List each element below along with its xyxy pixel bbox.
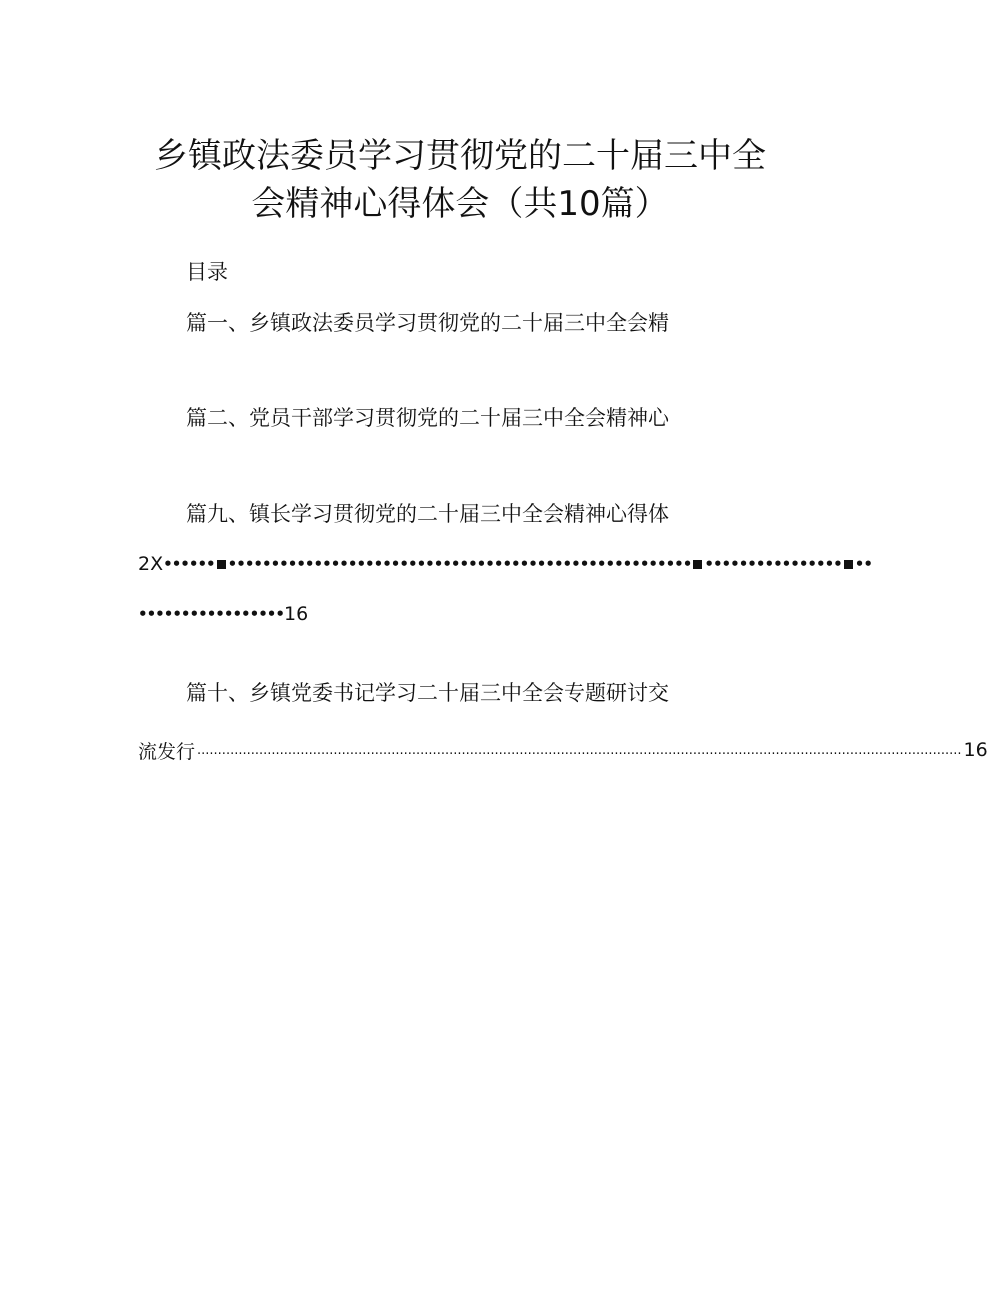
- square-marker-icon: [844, 560, 853, 569]
- toc-entry-9[interactable]: 篇九、镇长学习贯彻党的二十届三中全会精神心得体: [186, 502, 669, 526]
- square-marker-icon: [217, 560, 226, 569]
- toc-entry-10[interactable]: 篇十、乡镇党委书记学习二十届三中全会专题研讨交: [186, 681, 669, 705]
- toc-entry-10-continuation: 流发行: [138, 740, 196, 763]
- toc-entry-1[interactable]: 篇一、乡镇政法委员学习贯彻党的二十届三中全会精: [186, 311, 669, 335]
- toc-entry-2[interactable]: 篇二、党员干部学习贯彻党的二十届三中全会精神心: [186, 406, 669, 430]
- toc-entry-9-leader-row-2: [138, 600, 778, 628]
- toc-entry-9-leader-row-1: [138, 550, 872, 578]
- toc-heading: 目录: [186, 260, 228, 284]
- square-marker-icon: [693, 560, 702, 569]
- toc-entry-9-page-number: 16: [284, 603, 309, 625]
- toc-entry-9-continuation: 2X: [138, 553, 164, 575]
- document-title-line-2: 会精神心得体会（共10篇）: [251, 184, 669, 224]
- document-title-line-1: 乡镇政法委员学习贯彻党的二十届三中全: [154, 136, 766, 176]
- dot-leader: .........................................................................................................................................................................................: [197, 742, 962, 758]
- toc-entry-10-page-number: 16: [963, 739, 988, 761]
- toc-entry-10-leader-row: [138, 736, 988, 764]
- dot-leader: •••••••••••••••••: [138, 605, 284, 623]
- dot-leader: •••••• •••••••••••••••••••••••••••••••••••••••••••••••••••••• •••••••••••••••• ••: [163, 555, 872, 573]
